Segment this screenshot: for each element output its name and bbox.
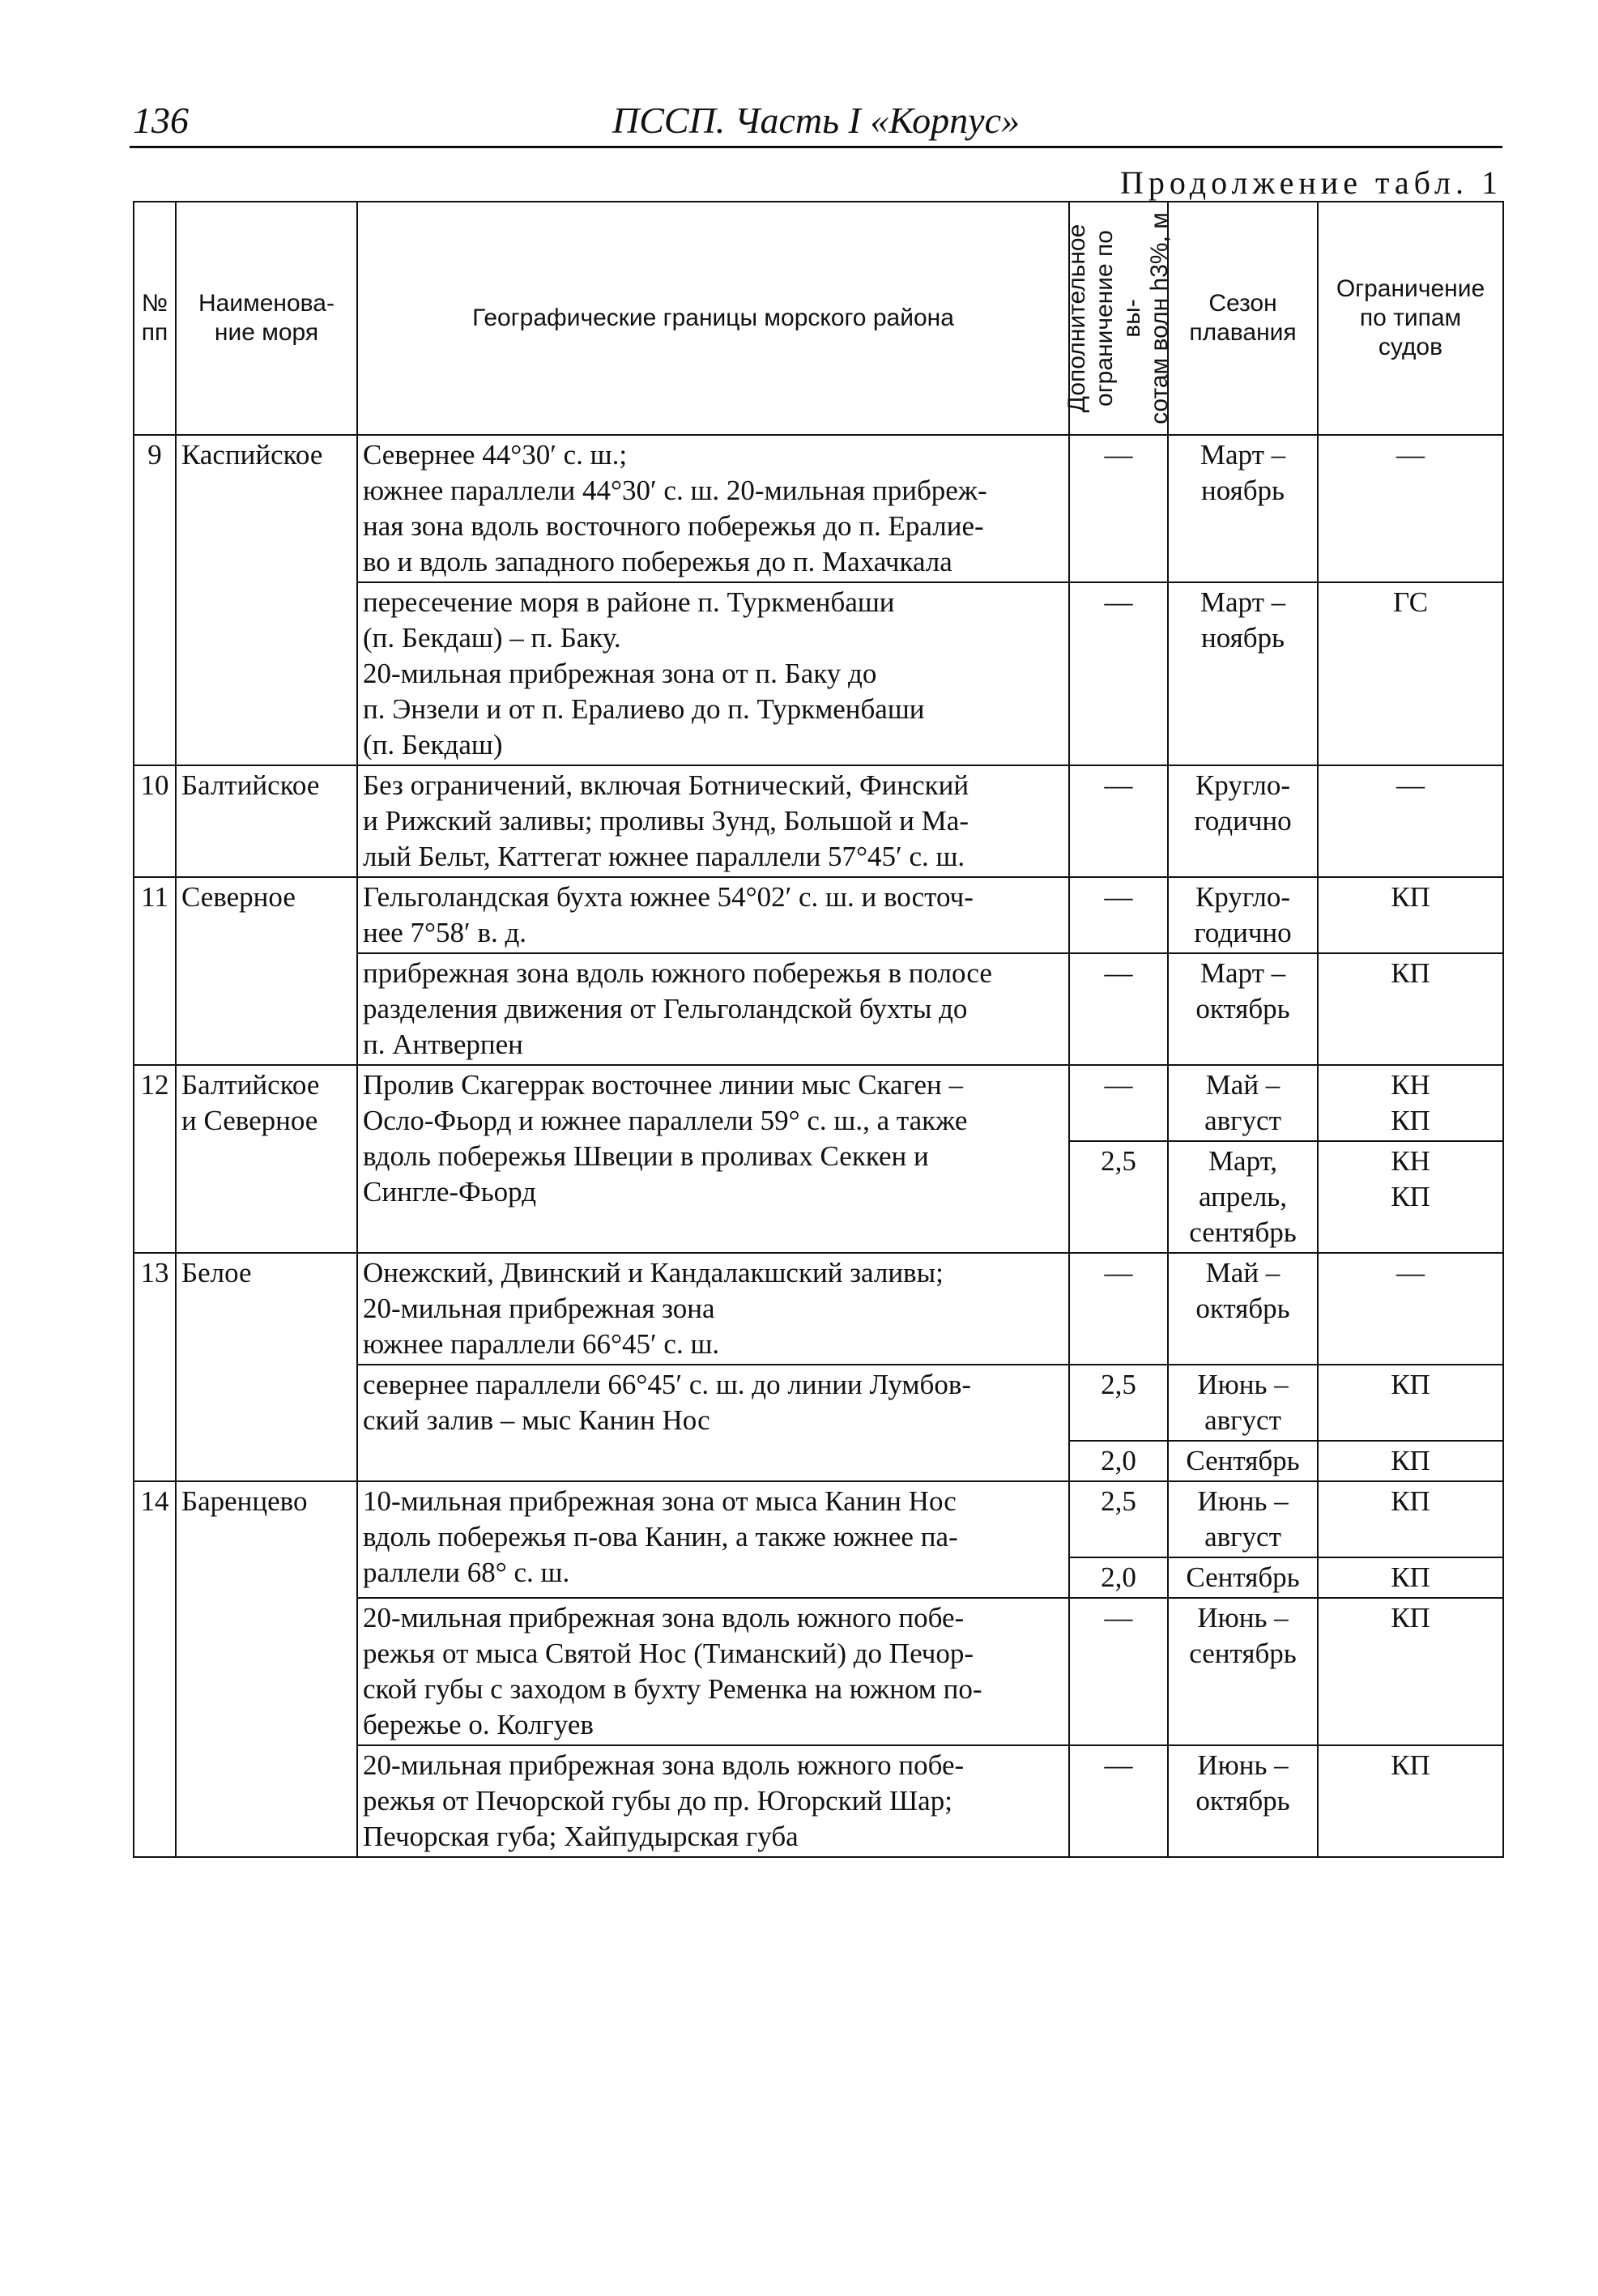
wave-limit: —	[1069, 435, 1168, 582]
ship-restriction: КН КП	[1318, 1065, 1503, 1141]
ship-restriction: КП	[1318, 1441, 1503, 1481]
season: Март – октябрь	[1168, 953, 1318, 1065]
row-num: 10	[134, 765, 176, 877]
col-header-sea: Наименова- ние моря	[176, 202, 357, 435]
table-row	[134, 877, 1503, 953]
season: Июнь – сентябрь	[1168, 1598, 1318, 1745]
area-description: пересечение моря в районе п. Туркменбаши (п. Бекдаш) – п. Баку. 20-мильная прибрежная зона от п. Баку до п. Энзели и от п. Ералиево до п. Туркменбаши (п. Бекдаш)	[357, 582, 1069, 765]
col-header-wave	[1063, 202, 1173, 435]
table-row	[134, 765, 1503, 877]
area-description: Севернее 44°30′ с. ш.; южнее параллели 44°30′ с. ш. 20-мильная прибреж- ная зона вдоль восточного побережья до п. Ералие- во и вдоль западного побережья до п. Махачкала	[357, 435, 1069, 582]
ship-restriction: —	[1318, 765, 1503, 877]
row-num: 9	[134, 435, 176, 765]
wave-limit: —	[1069, 1745, 1168, 1857]
wave-limit: —	[1069, 765, 1168, 877]
sea-name: Северное	[176, 877, 357, 1065]
sea-name: Балтийское и Северное	[176, 1065, 357, 1253]
wave-limit: 2,5	[1069, 1481, 1168, 1557]
ship-restriction: ГС	[1318, 582, 1503, 765]
sea-name: Белое	[176, 1253, 357, 1481]
wave-limit: —	[1069, 877, 1168, 953]
area-description: Онежский, Двинский и Кандалакшский заливы; 20-мильная прибрежная зона южнее параллели 66°45′ с. ш.	[357, 1253, 1069, 1365]
area-description: прибрежная зона вдоль южного побережья в полосе разделения движения от Гельголандской бухты до п. Антверпен	[357, 953, 1069, 1065]
season: Июнь – август	[1168, 1365, 1318, 1441]
row-num: 13	[134, 1253, 176, 1481]
wave-limit: —	[1069, 1598, 1168, 1745]
area-description: Гельголандская бухта южнее 54°02′ с. ш. и восточ- нее 7°58′ в. д.	[357, 877, 1069, 953]
ship-restriction: КП	[1318, 953, 1503, 1065]
sea-name: Балтийское	[176, 765, 357, 877]
wave-limit: 2,5	[1069, 1365, 1168, 1441]
season: Июнь – август	[1168, 1481, 1318, 1557]
season: Март, апрель, сентябрь	[1168, 1141, 1318, 1253]
ship-restriction: КП	[1318, 877, 1503, 953]
table-row	[134, 1253, 1503, 1365]
season: Март – ноябрь	[1168, 435, 1318, 582]
table-header-row	[134, 202, 1503, 435]
wave-limit: 2,0	[1069, 1441, 1168, 1481]
ship-restriction: КП	[1318, 1557, 1503, 1598]
area-description: 20-мильная прибрежная зона вдоль южного побе- режья от Печорской губы до пр. Югорский Шар; Печорская губа; Хайпудырская губа	[357, 1745, 1069, 1857]
row-num: 11	[134, 877, 176, 1065]
wave-limit: —	[1069, 953, 1168, 1065]
season: Сентябрь	[1168, 1557, 1318, 1598]
area-description: севернее параллели 66°45′ с. ш. до линии Лумбов- ский залив – мыс Канин Нос	[357, 1365, 1069, 1481]
wave-limit: 2,0	[1069, 1557, 1168, 1598]
table-row	[134, 435, 1503, 582]
col-header-wave-text: Дополнительное ограничение по вы- сотам волн h3%, м	[1063, 212, 1173, 424]
table-row	[134, 1481, 1503, 1557]
col-header-geo: Географические границы морского района	[357, 202, 1069, 435]
area-description: 10-мильная прибрежная зона от мыса Канин Нос вдоль побережья п-ова Канин, а также южнее па- раллели 68° с. ш.	[357, 1481, 1069, 1598]
area-description: Пролив Скагеррак восточнее линии мыс Скаген – Осло-Фьорд и южнее параллели 59° с. ш., а также вдоль побережья Швеции в проливах Секкен и Сингле-Фьорд	[357, 1065, 1069, 1253]
col-header-season: Сезон плавания	[1168, 202, 1318, 435]
season: Май – октябрь	[1168, 1253, 1318, 1365]
ship-restriction: КП	[1318, 1598, 1503, 1745]
col-header-restriction: Ограничение по типам судов	[1318, 202, 1503, 435]
season: Июнь – октябрь	[1168, 1745, 1318, 1857]
row-num: 14	[134, 1481, 176, 1857]
table-row	[134, 1065, 1503, 1141]
wave-limit: —	[1069, 1253, 1168, 1365]
area-description: Без ограничений, включая Ботнический, Финский и Рижский заливы; проливы Зунд, Большой и Ма- лый Бельт, Каттегат южнее параллели 57°45′ с. ш.	[357, 765, 1069, 877]
table-continuation-label: Продолжение табл. 1	[1120, 164, 1502, 201]
sea-name: Баренцево	[176, 1481, 357, 1857]
row-num: 12	[134, 1065, 176, 1253]
running-title: ПССП. Часть I «Корпус»	[612, 100, 1020, 141]
season: Сентябрь	[1168, 1441, 1318, 1481]
season: Кругло- годично	[1168, 765, 1318, 877]
page-number: 136	[133, 100, 189, 141]
ship-restriction: —	[1318, 1253, 1503, 1365]
ship-restriction: КП	[1318, 1365, 1503, 1441]
season: Кругло- годично	[1168, 877, 1318, 953]
ship-restriction: КП	[1318, 1745, 1503, 1857]
ship-restriction: КП	[1318, 1481, 1503, 1557]
restrictions-table	[133, 201, 1504, 1858]
ship-restriction: КН КП	[1318, 1141, 1503, 1253]
season: Май – август	[1168, 1065, 1318, 1141]
page-header	[130, 96, 1502, 148]
ship-restriction: —	[1318, 435, 1503, 582]
wave-limit: —	[1069, 1065, 1168, 1141]
wave-limit: —	[1069, 582, 1168, 765]
area-description: 20-мильная прибрежная зона вдоль южного побе- режья от мыса Святой Нос (Тиманский) до Печор- ской губы с заходом в бухту Ременка на южном по- бережье о. Колгуев	[357, 1598, 1069, 1745]
col-header-num: № пп	[134, 202, 176, 435]
season: Март – ноябрь	[1168, 582, 1318, 765]
wave-limit: 2,5	[1069, 1141, 1168, 1253]
sea-name: Каспийское	[176, 435, 357, 765]
